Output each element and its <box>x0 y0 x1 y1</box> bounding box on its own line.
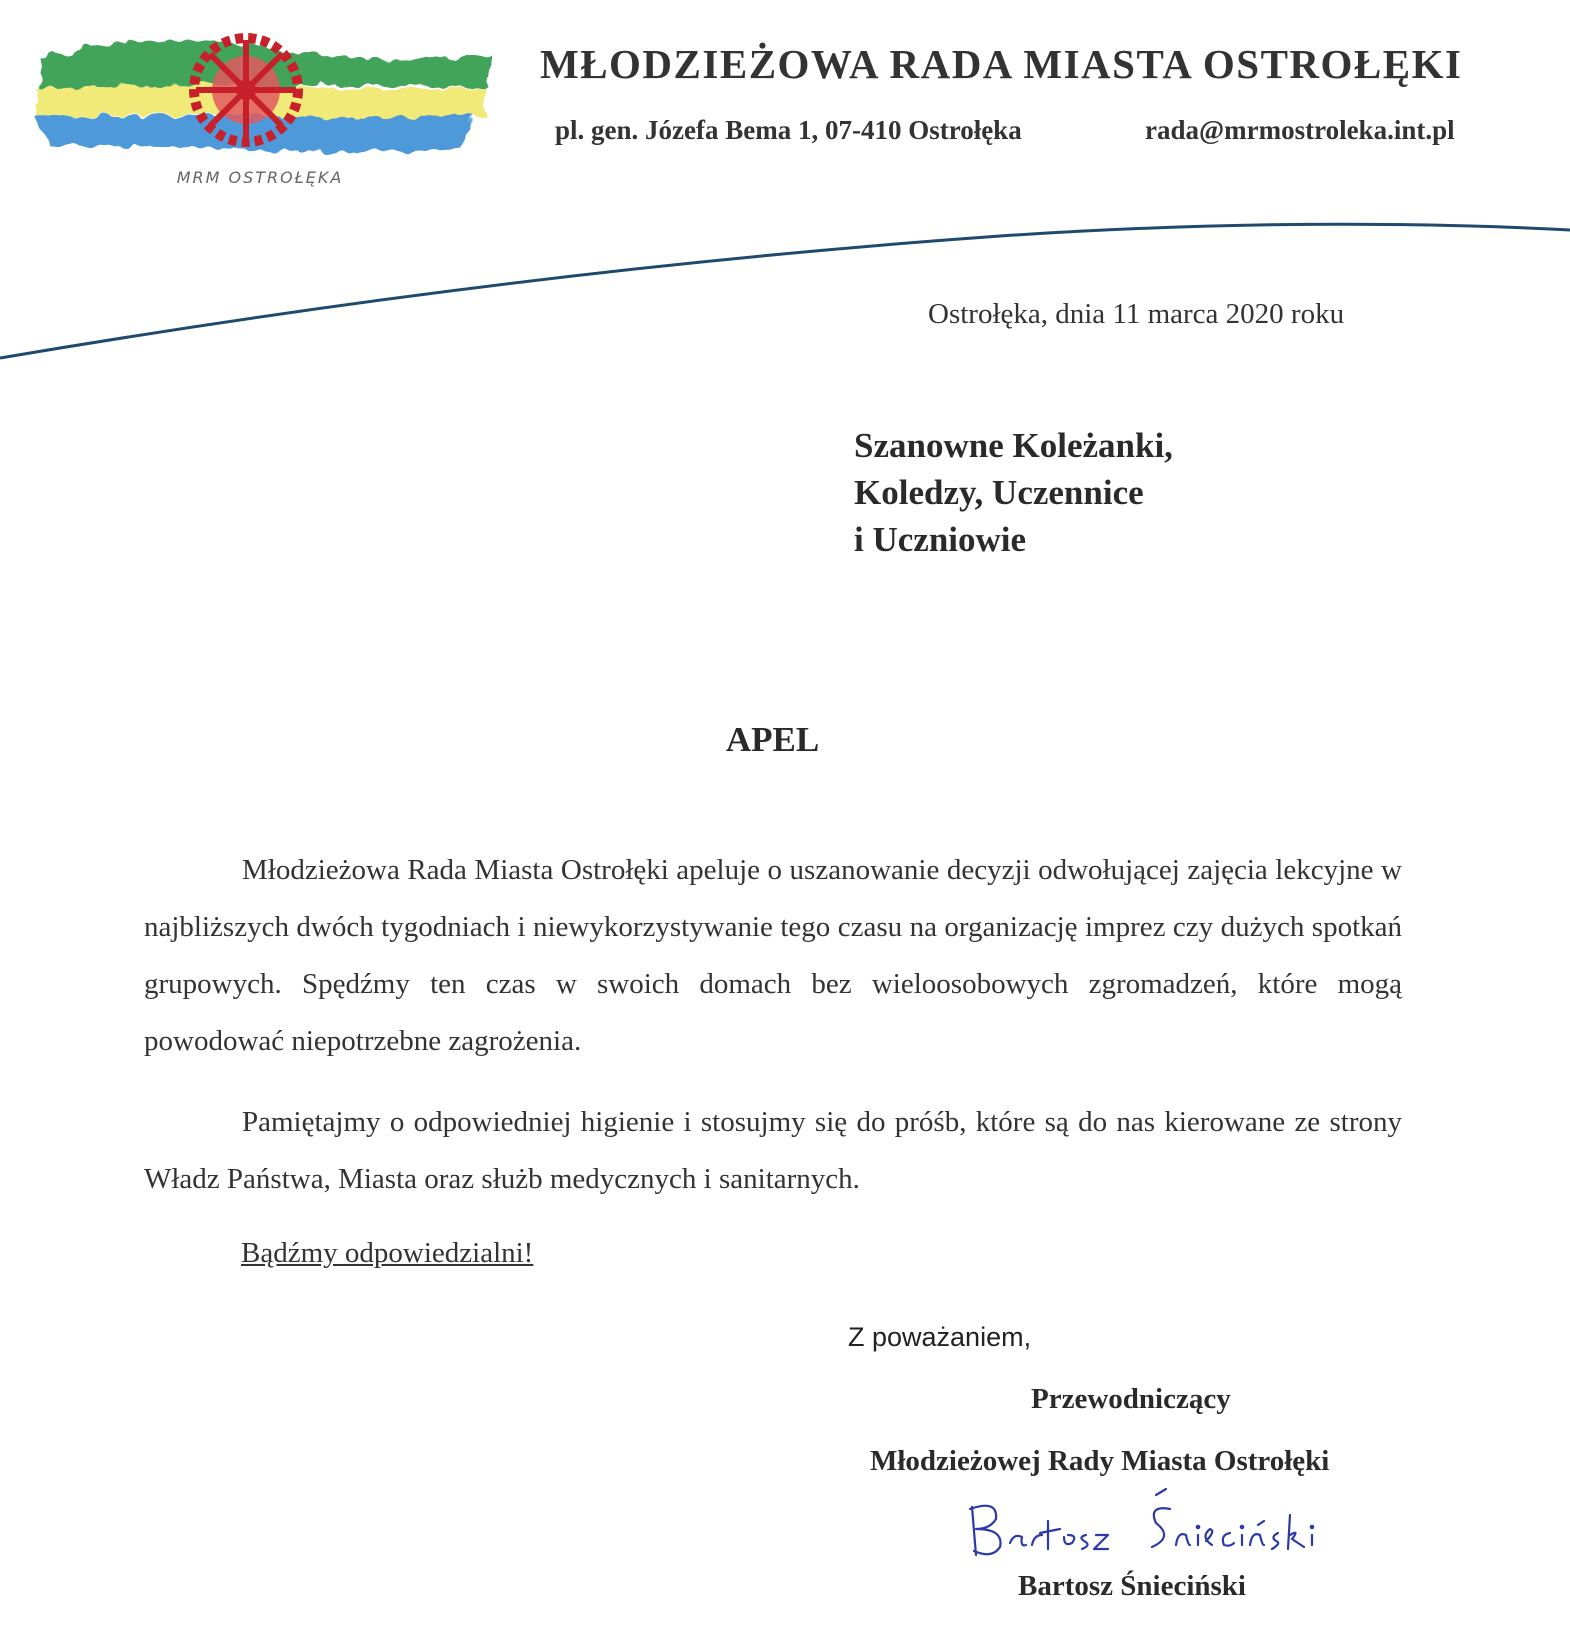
addressee-line: Koledzy, Uczennice <box>854 473 1144 512</box>
logo-caption: MRM OSTROŁĘKA <box>176 168 344 187</box>
signer-name: Bartosz Śnieciński <box>1018 1570 1246 1602</box>
header-divider-line <box>0 210 1570 370</box>
document-title: APEL <box>725 720 820 759</box>
closing-salutation: Z poważaniem, <box>848 1322 1032 1352</box>
signer-organization: Młodzieżowej Rady Miasta Ostrołęki <box>870 1445 1330 1477</box>
organization-address: pl. gen. Józefa Bema 1, 07-410 Ostrołęka <box>555 115 1022 145</box>
handwritten-signature <box>960 1485 1380 1565</box>
organization-name: MŁODZIEŻOWA RADA MIASTA OSTROŁĘKI <box>540 41 1463 87</box>
addressee-block <box>854 422 1173 563</box>
organization-email: rada@mrmostroleka.int.pl <box>1145 115 1455 145</box>
addressee-line: i Uczniowie <box>854 520 1027 559</box>
addressee-line: Szanowne Koleżanki, <box>854 426 1173 465</box>
letter-date: Ostrołęka, dnia 11 marca 2020 roku <box>928 298 1345 330</box>
body-paragraph: Młodzieżowa Rada Miasta Ostrołęki apeluje o uszanowanie decyzji odwołującej zajęcia lekcyjne w najbliższych dwóch tygodniach i niewykorzystywanie tego czasu na organizację imprez czy dużych spotkań grupowych. Spędźmy ten czas w swoich domach bez wieloosobowych zgromadzeń, które mogą powodować niepotrzebne zagrożenia. <box>144 854 1402 1057</box>
body-paragraph: Pamiętajmy o odpowiedniej higienie i stosujmy się do próśb, które są do nas kierowane ze strony Władz Państwa, Miasta oraz służb medycznych i sanitarnych. <box>144 1106 1402 1195</box>
signer-role: Przewodniczący <box>1031 1383 1231 1415</box>
slogan: Bądźmy odpowiedzialni! <box>241 1237 534 1269</box>
